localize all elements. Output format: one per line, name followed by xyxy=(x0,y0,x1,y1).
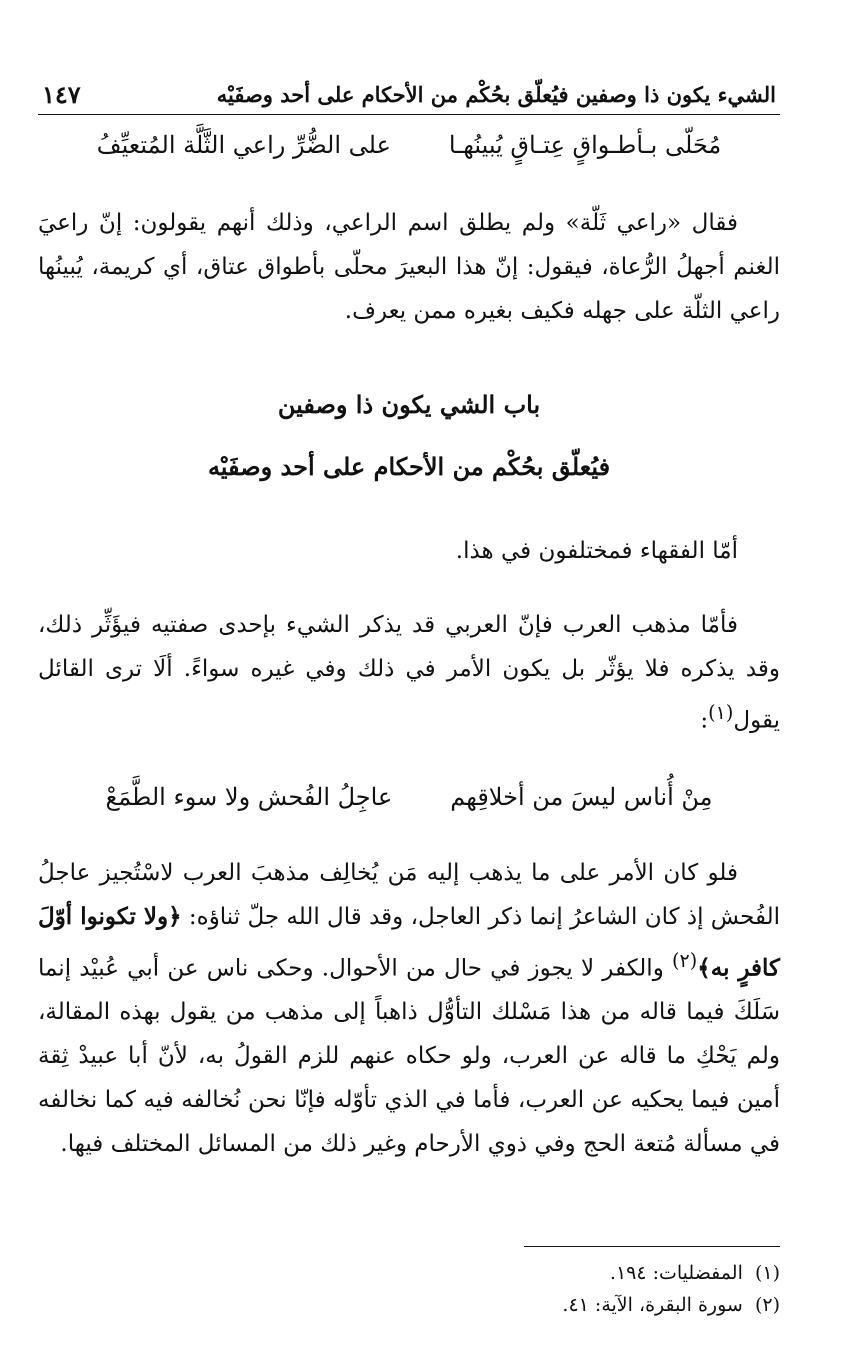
footnote-ref-1[interactable]: (١) xyxy=(708,701,734,724)
footnote-1-text: المفضليات: ١٩٤. xyxy=(609,1262,743,1285)
running-header xyxy=(38,78,780,115)
verse-1-first-hemistich: مُحَلّى بـأطـواقٍ عِتـاقٍ يُبينُهـا xyxy=(448,131,722,159)
footnote-1-marker: (١) xyxy=(754,1262,780,1285)
paragraph-3-end: : xyxy=(700,707,709,734)
verse-2-first-hemistich: مِنْ أُناس ليسَ من أخلاقِهم xyxy=(450,782,713,811)
poetry-verse-1 xyxy=(38,125,780,165)
footnote-divider xyxy=(524,1246,780,1247)
paragraph-2: أمّا الفقهاء فمختلفون في هذا. xyxy=(455,538,738,564)
page-number: ١٤٧ xyxy=(42,80,81,109)
paragraph-3 xyxy=(38,603,780,743)
chapter-title-line-2: فيُعلّق بحُكْم من الأحكام على أحد وصفَيْه xyxy=(207,452,611,481)
paragraph-4-part-1: فلو كان الأمر على ما يذهب إليه مَن يُخالِف مذهبَ العرب لاسْتُجيز عاجلُ الفُحش إذ كان الشاعرُ إنما ذكر العاجل، وقد قال الله جلّ ثناؤه: xyxy=(38,859,780,930)
running-title: الشيء يكون ذا وصفين فيُعلّق بحُكْم من الأحكام على أحد وصفَيْه xyxy=(216,82,776,107)
quran-quote: ﴿ولا تكونوا أوّلَ كافرٍ به﴾ xyxy=(37,902,781,982)
poetry-verse-2 xyxy=(38,777,780,817)
verse-2-second-hemistich: عاجِلُ الفُحش ولا سوء الطَّمَعْ xyxy=(105,782,393,811)
footnote-2-marker: (٢) xyxy=(754,1294,780,1317)
verse-1-second-hemistich: على الضُّرِّ راعي الثَّلَّة المُتعيِّفُ xyxy=(96,131,391,159)
footnote-1 xyxy=(38,1257,780,1289)
footnotes-section xyxy=(38,1246,780,1321)
paragraph-3-text: فأمّا مذهب العرب فإنّ العربي قد يذكر الشيء بإحدى صفتيه فيؤَثِّر ذلك، وقد يذكره فلا يؤثّر بل يكون الأمر في ذلك وفي غيره سواءً. ألَا ترى القائل يقول xyxy=(38,612,780,734)
footnote-ref-2[interactable]: (٢) xyxy=(672,948,698,972)
paragraph-4-part-2: والكفر لا يجوز في حال من الأحوال. وحكى ناس عن أبي عُبيْد إنما سَلَكَ فيما قاله من هذا مَسْلك التأوُّل ذاهباً إلى مذهب من يقول بهذه المقالة، ولم يَحْكِ ما قاله عن العرب، ولو حكاه عنهم للزم القولُ به، لأنّ أبا عبيدْ ثِقة أمين فيما يحكيه عن العرب، فأما في الذي تأوّله فإنّا نحن نُخالفه فيه كما نخالفه في مسألة مُتعة الحج وفي ذوي الأرحام وغير ذلك من المسائل المختلف فيها. xyxy=(38,955,780,1158)
footnote-2 xyxy=(38,1289,780,1321)
book-page xyxy=(38,78,780,1321)
paragraph-1: فقال «راعي ثَلّة» ولم يطلق اسم الراعي، وذلك أنهم يقولون: إنّ راعيَ الغنم أجهلُ الرُّعاة، فيقول: إنّ هذا البعيرَ محلّى بأطواق عتاق، أي كريمة، يُبينُها راعي الثلّة على جهله فكيف بغيره ممن يعرف. xyxy=(38,210,780,324)
chapter-title-line-1: باب الشي يكون ذا وصفين xyxy=(277,390,541,419)
paragraph-4 xyxy=(38,851,780,1167)
footnote-2-text: سورة البقرة، الآية: ٤١. xyxy=(562,1294,743,1317)
